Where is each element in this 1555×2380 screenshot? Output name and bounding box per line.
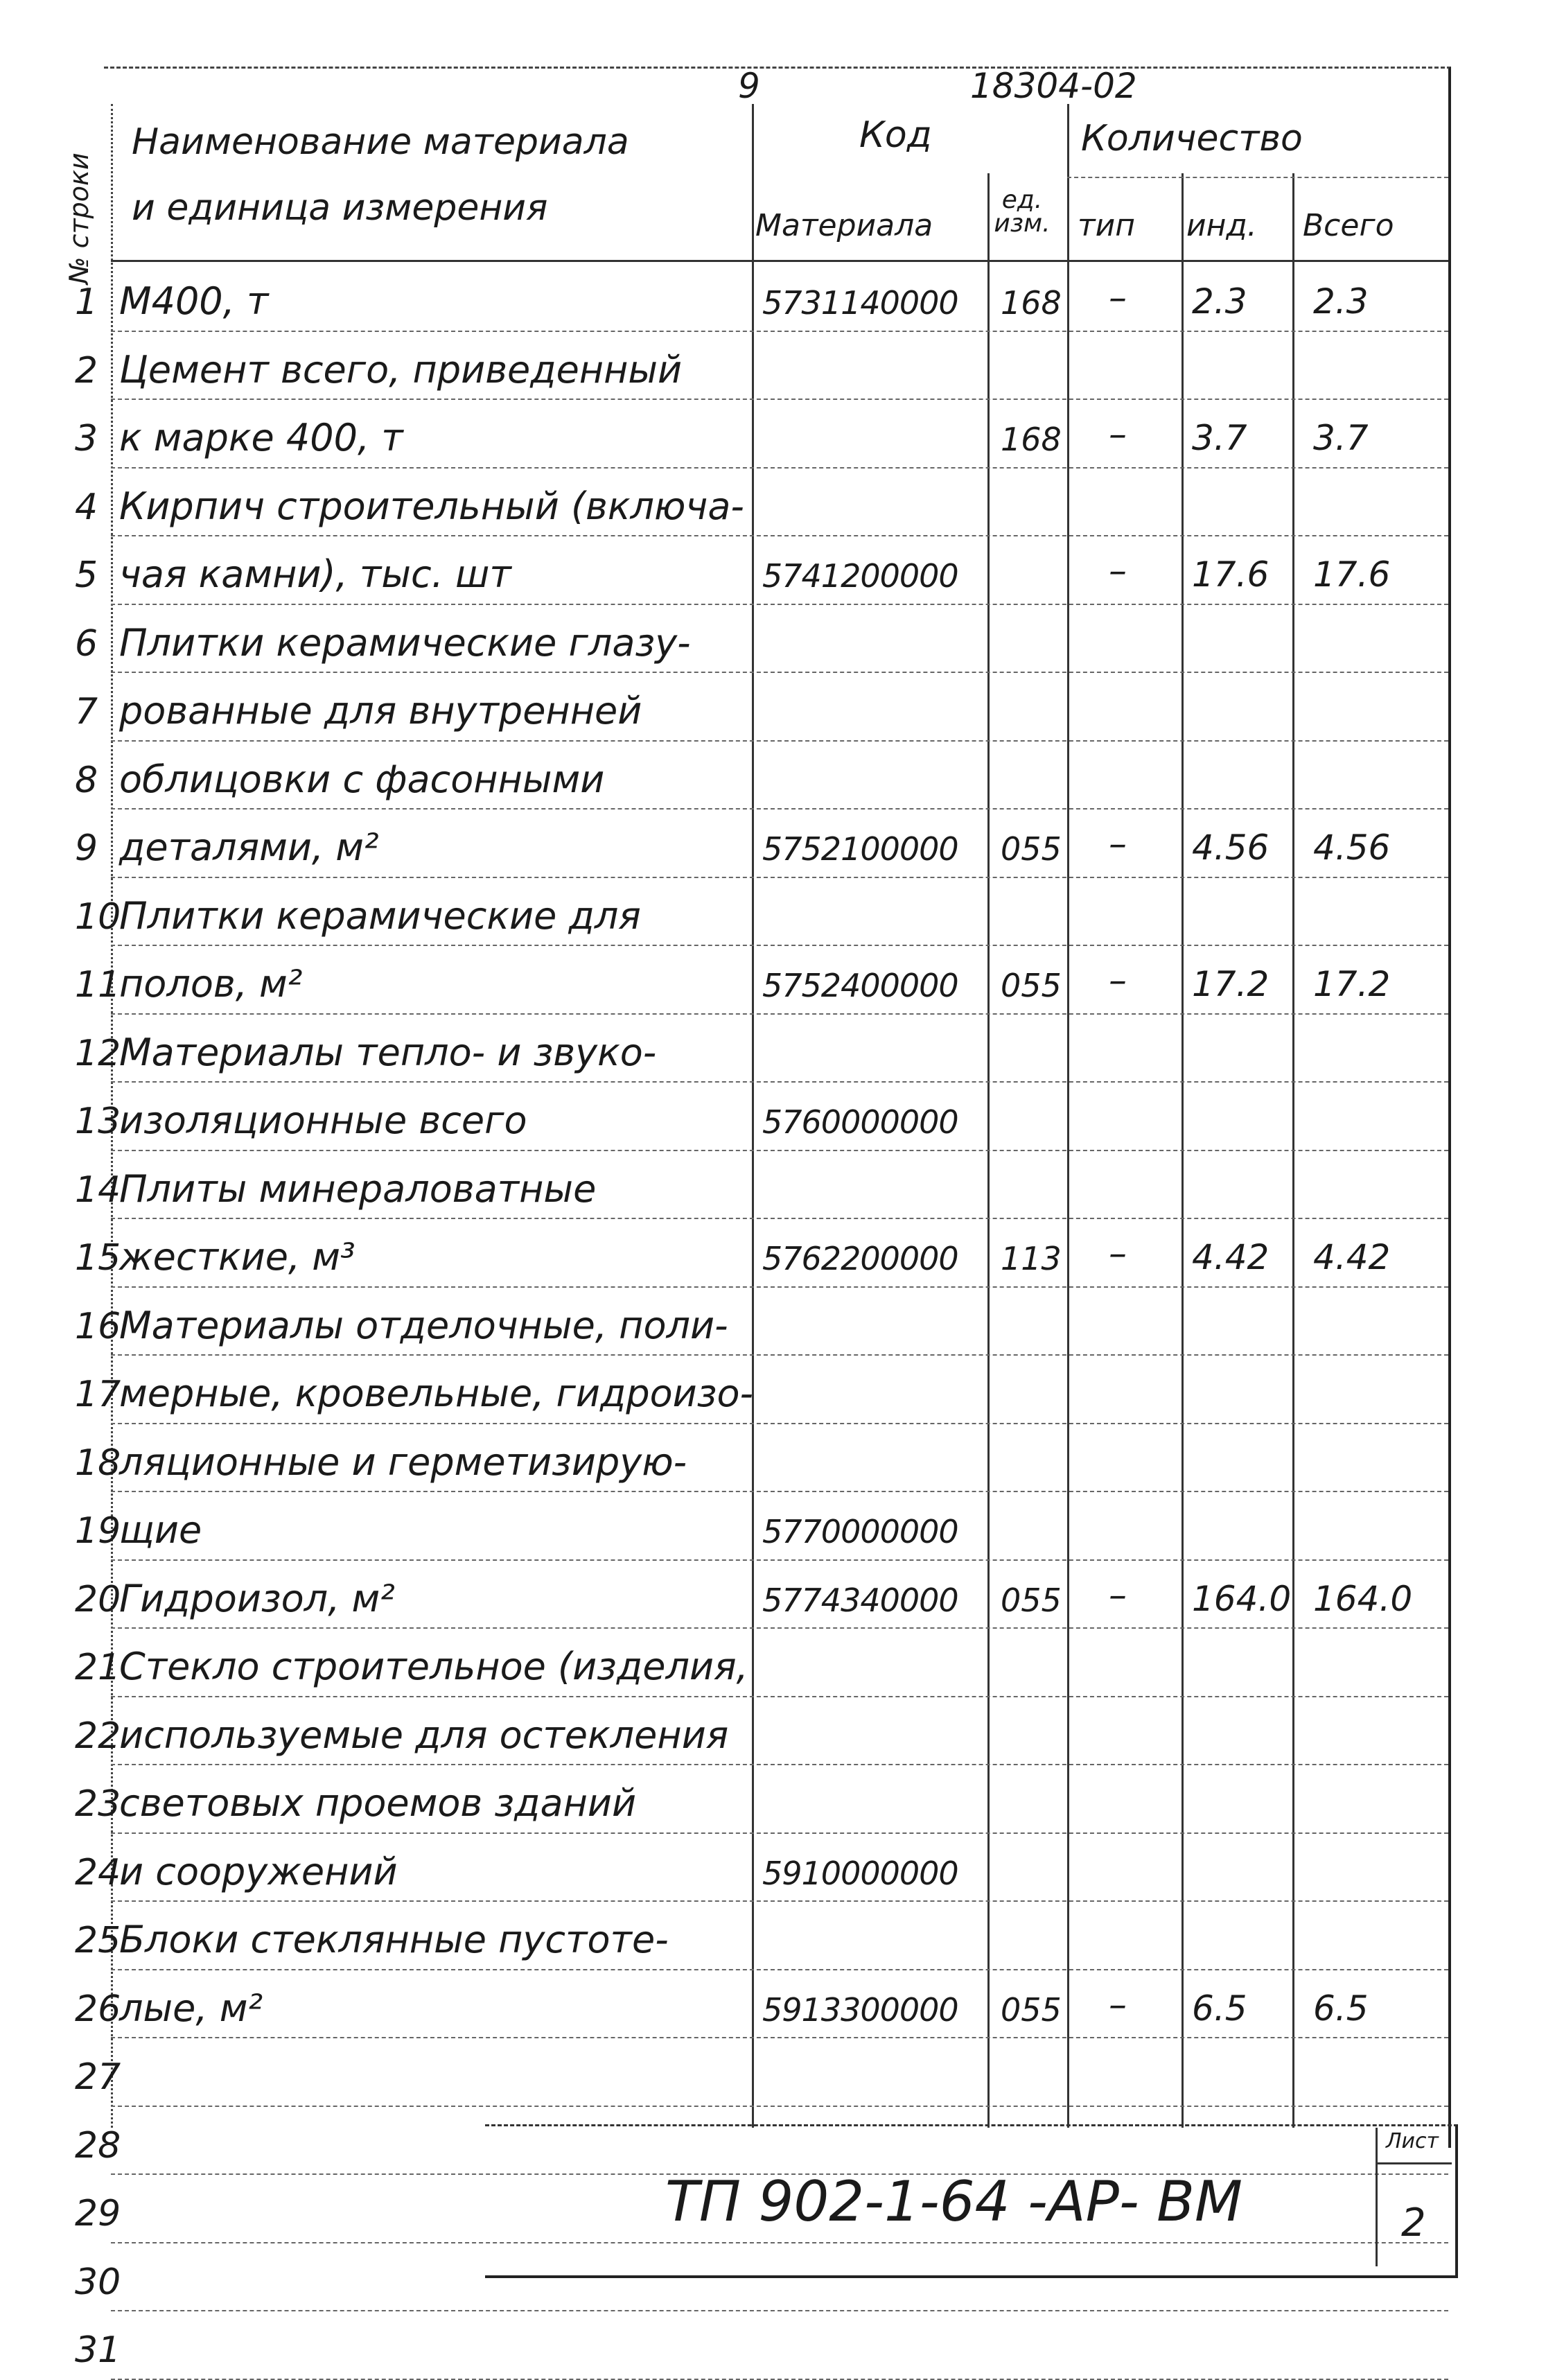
page-number: 9 <box>738 66 760 106</box>
row-number: 13 <box>75 1101 121 1142</box>
table-row <box>0 672 1555 740</box>
row-number: 25 <box>75 1920 121 1961</box>
material-name: Стекло строительное (изделия, <box>119 1645 748 1688</box>
row-number: 30 <box>75 2261 121 2303</box>
material-name: Материалы отделочные, поли- <box>119 1303 728 1347</box>
qty-total: 17.2 <box>1313 964 1391 1004</box>
material-code: 5760000000 <box>762 1103 958 1141</box>
header-code-unit: ед. изм. <box>994 186 1051 238</box>
row-number: 20 <box>75 1578 121 1620</box>
document-code: 18304-02 <box>970 66 1137 106</box>
header-code-material: Материала <box>755 208 933 243</box>
material-name: облицовки с фасонными <box>119 757 605 801</box>
table-row <box>0 1832 1555 1900</box>
table-row <box>0 399 1555 466</box>
header-name-line1: Наименование материала <box>132 121 629 163</box>
qty-total: 2.3 <box>1313 281 1369 322</box>
material-name: Материалы тепло- и звуко- <box>119 1030 657 1074</box>
material-name: М400, т <box>119 279 269 323</box>
table-row <box>0 1423 1555 1491</box>
unit-code: 055 <box>1001 967 1062 1004</box>
qty-total: 17.6 <box>1313 554 1391 595</box>
row-number: 6 <box>75 622 98 665</box>
row-number: 11 <box>75 964 121 1006</box>
qty-type: – <box>1109 823 1127 865</box>
table-row <box>0 1013 1555 1081</box>
material-code: 5762200000 <box>762 1240 958 1277</box>
row-number: 14 <box>75 1169 121 1211</box>
qty-ind: 17.2 <box>1192 964 1270 1004</box>
header-name-line2: и единица измерения <box>132 187 548 229</box>
table-row <box>0 1286 1555 1354</box>
qty-ind: 6.5 <box>1192 1988 1247 2029</box>
qty-type: – <box>1109 1984 1127 2026</box>
table-row <box>0 945 1555 1013</box>
table-row <box>0 535 1555 603</box>
material-name: Плитки керамические глазу- <box>119 620 691 665</box>
material-name: полов, м² <box>119 962 303 1006</box>
qty-total: 6.5 <box>1313 1988 1369 2029</box>
qty-ind: 3.7 <box>1192 418 1247 458</box>
table-row <box>0 1218 1555 1286</box>
row-number: 26 <box>75 1988 121 2030</box>
row-number: 12 <box>75 1032 121 1074</box>
material-code: 5741200000 <box>762 557 958 595</box>
material-code: 5910000000 <box>762 1854 958 1892</box>
header-qty-ind: инд. <box>1186 208 1257 243</box>
table-row <box>0 604 1555 672</box>
row-number: 27 <box>75 2056 121 2098</box>
row-number: 22 <box>75 1715 121 1757</box>
material-code: 5752400000 <box>762 967 958 1004</box>
qty-type: – <box>1109 414 1127 455</box>
material-code: 5913300000 <box>762 1990 958 2029</box>
qty-total: 4.42 <box>1313 1237 1391 1277</box>
row-number: 17 <box>75 1374 121 1415</box>
table-row <box>0 808 1555 876</box>
material-name: используемые для остекления <box>119 1713 729 1757</box>
header-divider-quantity <box>1067 177 1448 178</box>
table-row <box>0 1491 1555 1559</box>
row-number: 18 <box>75 1442 121 1484</box>
row-number: 10 <box>75 895 121 938</box>
table-row <box>0 331 1555 399</box>
qty-type: – <box>1109 960 1127 1001</box>
material-name: Кирпич строительный (включа- <box>119 484 744 528</box>
table-row <box>0 877 1555 945</box>
material-name: Гидроизол, м² <box>119 1576 395 1620</box>
material-name: рованные для внутренней <box>119 689 642 733</box>
material-name: и сооружений <box>119 1849 398 1893</box>
table-row <box>0 1764 1555 1832</box>
drawing-designation: ТП 902-1-64 -АР- ВМ <box>665 2169 1243 2234</box>
row-number: 23 <box>75 1783 121 1825</box>
table-row <box>0 1900 1555 1968</box>
qty-ind: 4.42 <box>1192 1237 1270 1277</box>
sheet-number: 2 <box>1401 2200 1426 2246</box>
table-row <box>0 1627 1555 1695</box>
row-divider <box>111 2379 1448 2380</box>
row-number: 5 <box>75 554 98 596</box>
table-row <box>0 1696 1555 1764</box>
material-name: световых проемов зданий <box>119 1781 637 1825</box>
qty-ind: 164.0 <box>1192 1578 1292 1619</box>
table-row <box>0 1081 1555 1149</box>
row-number: 19 <box>75 1510 121 1552</box>
material-code: 5752100000 <box>762 830 958 868</box>
row-number: 16 <box>75 1305 121 1347</box>
header-code: Код <box>859 114 932 156</box>
material-name: лые, м² <box>119 1986 263 2030</box>
material-name: Цемент всего, приведенный <box>119 347 683 392</box>
table-row <box>0 2310 1555 2378</box>
qty-type: – <box>1109 550 1127 592</box>
row-number: 1 <box>75 281 98 323</box>
table-row <box>0 1969 1555 2037</box>
row-number: 8 <box>75 759 98 801</box>
row-number: 4 <box>75 486 98 528</box>
material-name: ляционные и герметизирую- <box>119 1440 687 1484</box>
header-quantity: Количество <box>1081 118 1303 159</box>
row-number: 21 <box>75 1647 121 1688</box>
qty-total: 4.56 <box>1313 828 1391 868</box>
header-row-number: № строки <box>64 152 94 284</box>
header-qty-type: тип <box>1078 208 1135 243</box>
row-number: 2 <box>75 349 98 392</box>
row-number: 3 <box>75 418 98 460</box>
table-row <box>0 1150 1555 1218</box>
qty-total: 3.7 <box>1313 418 1369 458</box>
row-number: 31 <box>75 2329 121 2371</box>
material-name: Блоки стеклянные пустоте- <box>119 1918 669 1961</box>
table-row <box>0 740 1555 808</box>
table-row <box>0 1559 1555 1627</box>
qty-ind: 4.56 <box>1192 828 1270 868</box>
table-row <box>0 1354 1555 1422</box>
row-number: 7 <box>75 691 98 733</box>
material-name: чая камни), тыс. шт <box>119 552 511 596</box>
table-row <box>0 2037 1555 2105</box>
table-row <box>0 467 1555 535</box>
material-name: изоляционные всего <box>119 1099 527 1142</box>
sheet-label: Лист <box>1386 2129 1439 2153</box>
table-row <box>0 262 1555 330</box>
row-number: 28 <box>75 2124 121 2167</box>
qty-ind: 2.3 <box>1192 281 1247 322</box>
unit-code: 113 <box>1001 1240 1062 1277</box>
material-name: к марке 400, т <box>119 416 403 460</box>
qty-total: 164.0 <box>1313 1578 1413 1619</box>
row-number: 9 <box>75 828 98 869</box>
material-name: мерные, кровельные, гидроизо- <box>119 1372 753 1415</box>
qty-type: – <box>1109 277 1127 319</box>
material-name: щие <box>119 1508 202 1552</box>
material-code: 5774340000 <box>762 1581 958 1619</box>
row-number: 24 <box>75 1851 121 1893</box>
material-name: жесткие, м³ <box>119 1235 355 1279</box>
unit-code: 055 <box>1001 830 1062 868</box>
material-name: деталями, м² <box>119 825 379 869</box>
qty-type: – <box>1109 1574 1127 1616</box>
unit-code: 055 <box>1001 1990 1062 2029</box>
qty-type: – <box>1109 1233 1127 1275</box>
material-code: 5731140000 <box>762 284 958 322</box>
row-number: 29 <box>75 2193 121 2234</box>
row-number: 15 <box>75 1237 121 1279</box>
qty-ind: 17.6 <box>1192 554 1270 595</box>
unit-code: 055 <box>1001 1581 1062 1619</box>
material-code: 5770000000 <box>762 1513 958 1550</box>
unit-code: 168 <box>1001 284 1062 322</box>
unit-code: 168 <box>1001 421 1062 458</box>
sheet-box-divider <box>1376 2162 1452 2164</box>
material-name: Плитки керамические для <box>119 893 641 938</box>
header-qty-total: Всего <box>1303 208 1394 243</box>
material-name: Плиты минераловатные <box>119 1166 597 1211</box>
